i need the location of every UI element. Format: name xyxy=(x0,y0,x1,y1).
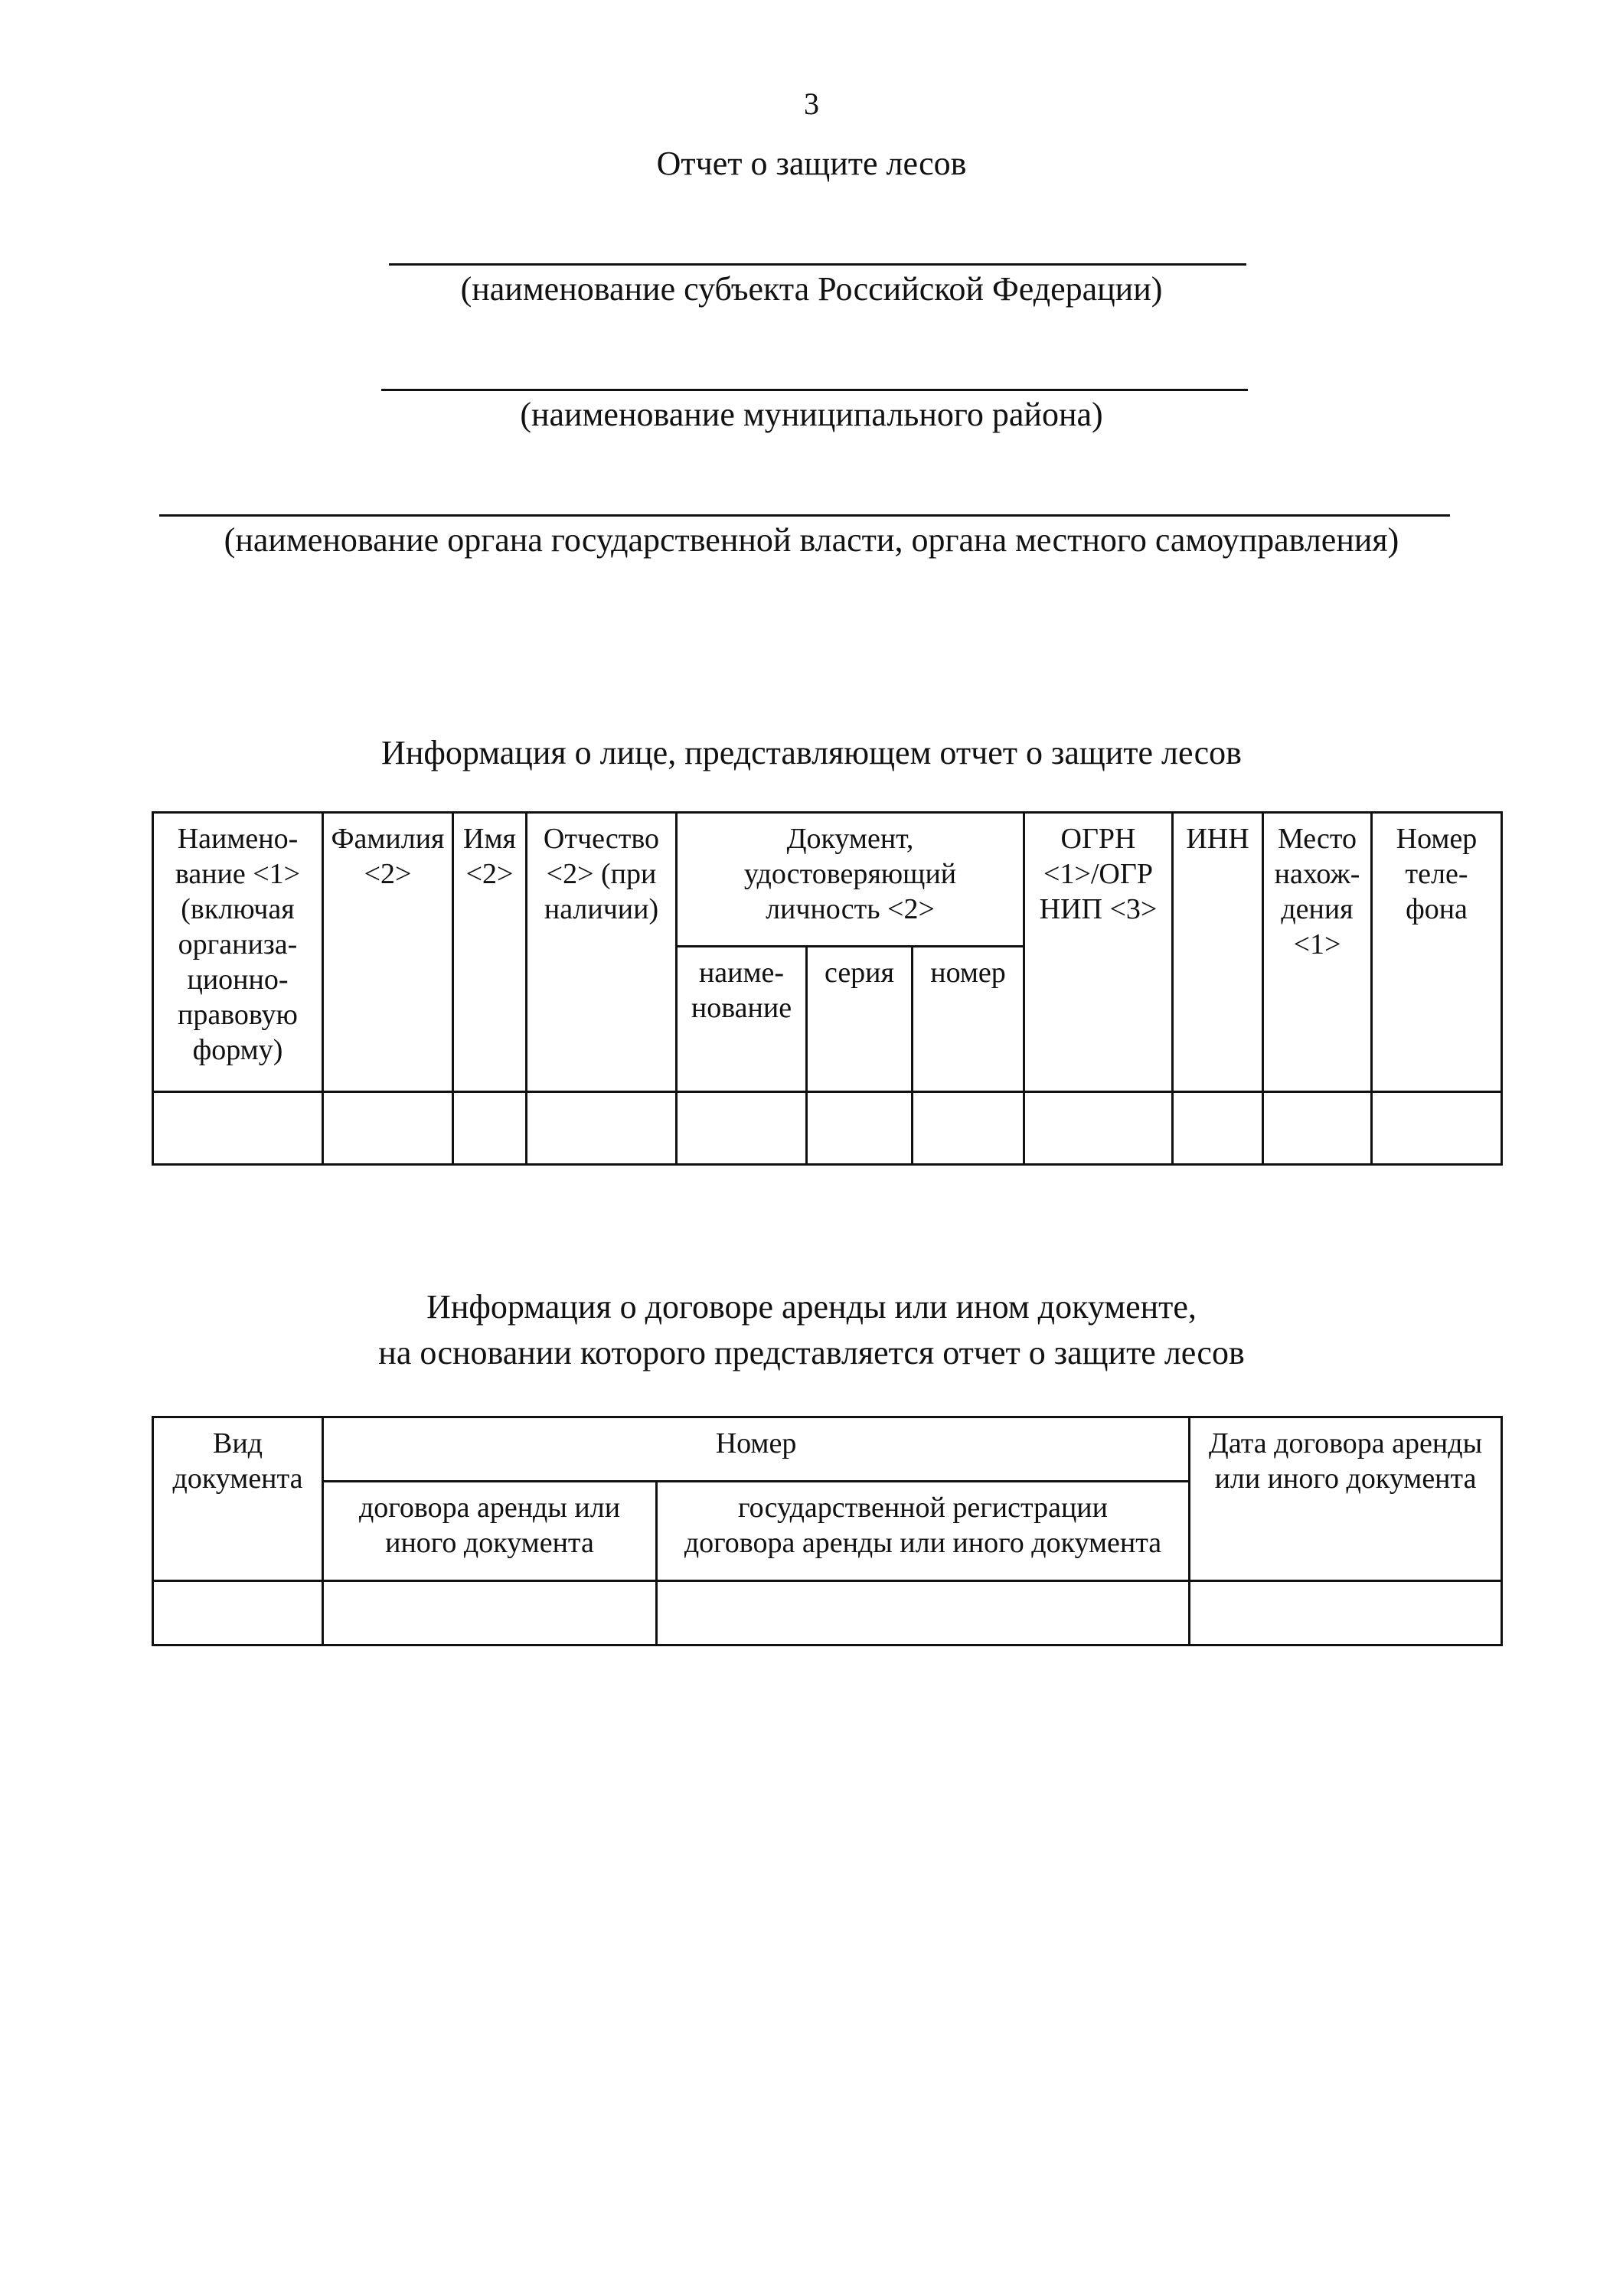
district-blank-line xyxy=(381,389,1248,391)
lease-section-title-line2: на основании которого представляется отчет о защите лесов xyxy=(378,1334,1245,1371)
header-location: Место нахож- дения <1> xyxy=(1263,813,1372,1092)
header-lease-number: договора аренды или иного документа xyxy=(323,1482,657,1581)
cell-doc-type[interactable] xyxy=(153,1581,323,1645)
cell-inn[interactable] xyxy=(1173,1092,1263,1165)
authority-blank-line xyxy=(159,514,1450,517)
cell-date[interactable] xyxy=(1190,1581,1502,1645)
page-number: 3 xyxy=(804,86,819,121)
cell-first-name[interactable] xyxy=(453,1092,527,1165)
cell-phone[interactable] xyxy=(1372,1092,1502,1165)
header-ogrn: ОГРН <1>/ОГР НИП <3> xyxy=(1024,813,1173,1092)
header-registration-number: государственной регистрации договора аренды или иного документа xyxy=(657,1482,1190,1581)
cell-id-doc-series[interactable] xyxy=(807,1092,913,1165)
document-title: Отчет о защите лесов xyxy=(656,145,967,182)
cell-surname[interactable] xyxy=(323,1092,453,1165)
lease-section-title-line1: Информация о договоре аренды или ином документе, xyxy=(426,1288,1197,1326)
cell-name[interactable] xyxy=(153,1092,323,1165)
subject-blank-line xyxy=(389,263,1246,266)
header-patronymic: Отчество <2> (при наличии) xyxy=(527,813,677,1092)
header-inn: ИНН xyxy=(1173,813,1263,1092)
cell-id-doc-name[interactable] xyxy=(677,1092,807,1165)
authority-caption: (наименование органа государственной власти, органа местного самоуправления) xyxy=(224,521,1399,559)
header-number: Номер xyxy=(323,1417,1190,1482)
cell-registration-number[interactable] xyxy=(657,1581,1190,1645)
header-phone: Номер теле- фона xyxy=(1372,813,1502,1092)
district-caption: (наименование муниципального района) xyxy=(520,396,1103,433)
cell-lease-number[interactable] xyxy=(323,1581,657,1645)
header-id-doc-series: серия xyxy=(807,947,913,1092)
subject-caption: (наименование субъекта Российской Федерации) xyxy=(460,270,1163,308)
header-surname: Фамилия <2> xyxy=(323,813,453,1092)
header-doc-type: Вид документа xyxy=(153,1417,323,1581)
cell-patronymic[interactable] xyxy=(527,1092,677,1165)
header-name: Наимено- вание <1> (включая организа- ционно- правовую форму) xyxy=(153,813,323,1092)
person-section-title: Информация о лице, представляющем отчет о защите лесов xyxy=(381,734,1242,771)
cell-id-doc-number[interactable] xyxy=(913,1092,1024,1165)
header-id-doc-name: наиме- нование xyxy=(677,947,807,1092)
cell-ogrn[interactable] xyxy=(1024,1092,1173,1165)
header-id-document: Документ, удостоверяющий личность <2> xyxy=(677,813,1024,947)
cell-location[interactable] xyxy=(1263,1092,1372,1165)
lease-info-table xyxy=(152,1416,1503,1646)
header-date: Дата договора аренды или иного документа xyxy=(1190,1417,1502,1581)
person-info-table xyxy=(152,811,1503,1166)
table-row xyxy=(153,1092,1502,1165)
header-id-doc-number: номер xyxy=(913,947,1024,1092)
table-row xyxy=(153,1581,1502,1645)
header-first-name: Имя <2> xyxy=(453,813,527,1092)
